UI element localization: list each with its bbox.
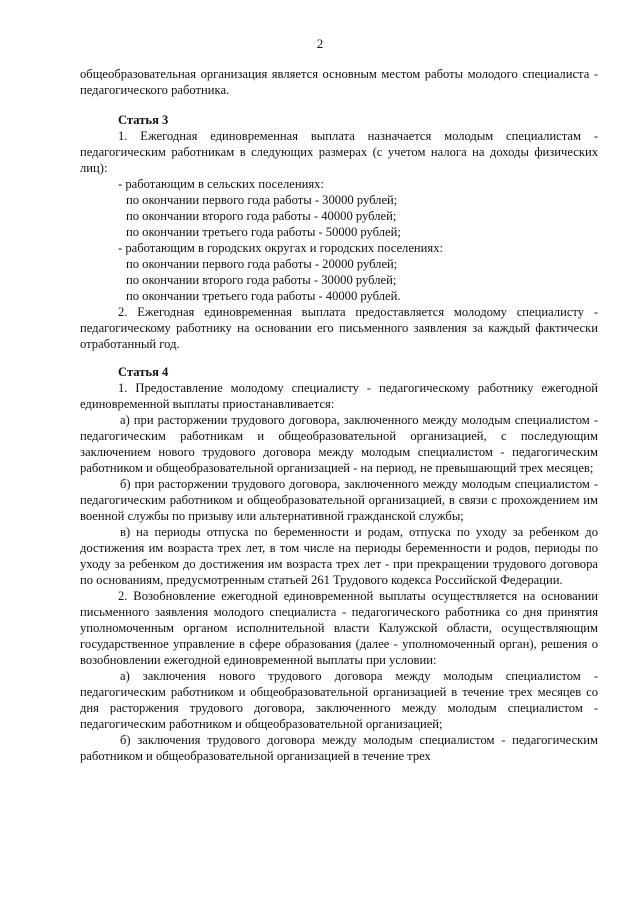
article-4-condition-a: а) заключения нового трудового договора между молодым специалистом - педагогическим работником и общеобразовательной организацией в течение трех месяцев со дня расторжения трудового договора, заключенного между молодым специалистом - педагогическим работником и общеобразовательной организацией;	[80, 669, 598, 731]
page-number: 2	[316, 36, 324, 51]
urban-payment-year-3: по окончании третьего года работы - 40000 рублей.	[126, 289, 401, 303]
document-body	[80, 66, 598, 764]
rural-payment-year-2: по окончании второго года работы - 40000 рублей;	[126, 209, 397, 223]
urban-payment-year-1: по окончании первого года работы - 20000 рублей;	[126, 257, 398, 271]
article-4-item-a: а) при расторжении трудового договора, заключенного между молодым специалистом - педагогическим работникам и общеобразовательной организацией, с последующим заключением нового трудового договора между молодым специалистом - педагогическим работником и общеобразовательной организацией - на период, не превышающий трех месяцев;	[80, 413, 598, 475]
article-4-item-v: в) на периоды отпуска по беременности и родам, отпуска по уходу за ребенком до достижения им возраста трех лет, в том числе на периоды беременности и родов, периоды по уходу за ребенком до достижения им возраста трех лет - при прекращении трудового договора по основаниям, предусмотренным статьей 261 Трудового кодекса Российской Федерации.	[80, 525, 598, 587]
urban-payment-year-2: по окончании второго года работы - 30000 рублей;	[126, 273, 397, 287]
intro-paragraph: общеобразовательная организация является основным местом работы молодого специалиста - педагогического работника.	[80, 67, 598, 97]
article-4-clause-1: 1. Предоставление молодому специалисту - педагогическому работнику ежегодной единовременной выплаты приостанавливается:	[80, 381, 598, 411]
article-3-clause-1: 1. Ежегодная единовременная выплата назначается молодым специалистам - педагогическим работникам в следующих размерах (с учетом налога на доходы физических лиц):	[80, 129, 598, 175]
article-4-condition-b: б) заключения трудового договора между молодым специалистом - педагогическим работником и общеобразовательной организацией в течение трех	[80, 733, 598, 763]
article-3-heading: Статья 3	[118, 113, 169, 127]
article-3-clause-2: 2. Ежегодная единовременная выплата предоставляется молодому специалисту - педагогическому работнику на основании его письменного заявления за каждый фактически отработанный год.	[80, 305, 598, 351]
article-4-clause-2: 2. Возобновление ежегодной единовременной выплаты осуществляется на основании письменного заявления молодого специалиста - педагогического работника со дня принятия уполномоченным органом исполнительной власти Калужской области, осуществляющим государственное управление в сфере образования (далее - уполномоченный орган), решения о возобновлении ежегодной единовременной выплаты при условии:	[80, 589, 598, 667]
rural-payment-year-1: по окончании первого года работы - 30000 рублей;	[126, 193, 398, 207]
urban-payments-header: - работающим в городских округах и городских поселениях:	[118, 241, 443, 255]
rural-payment-year-3: по окончании третьего года работы - 50000 рублей;	[126, 225, 401, 239]
article-4-item-b: б) при расторжении трудового договора, заключенного между молодым специалистом - педагогическим работником и общеобразовательной организацией, в связи с прохождением им военной службы по призыву или альтернативной гражданской службы;	[80, 477, 598, 523]
article-4-heading: Статья 4	[118, 365, 169, 379]
rural-payments-header: - работающим в сельских поселениях:	[118, 177, 324, 191]
